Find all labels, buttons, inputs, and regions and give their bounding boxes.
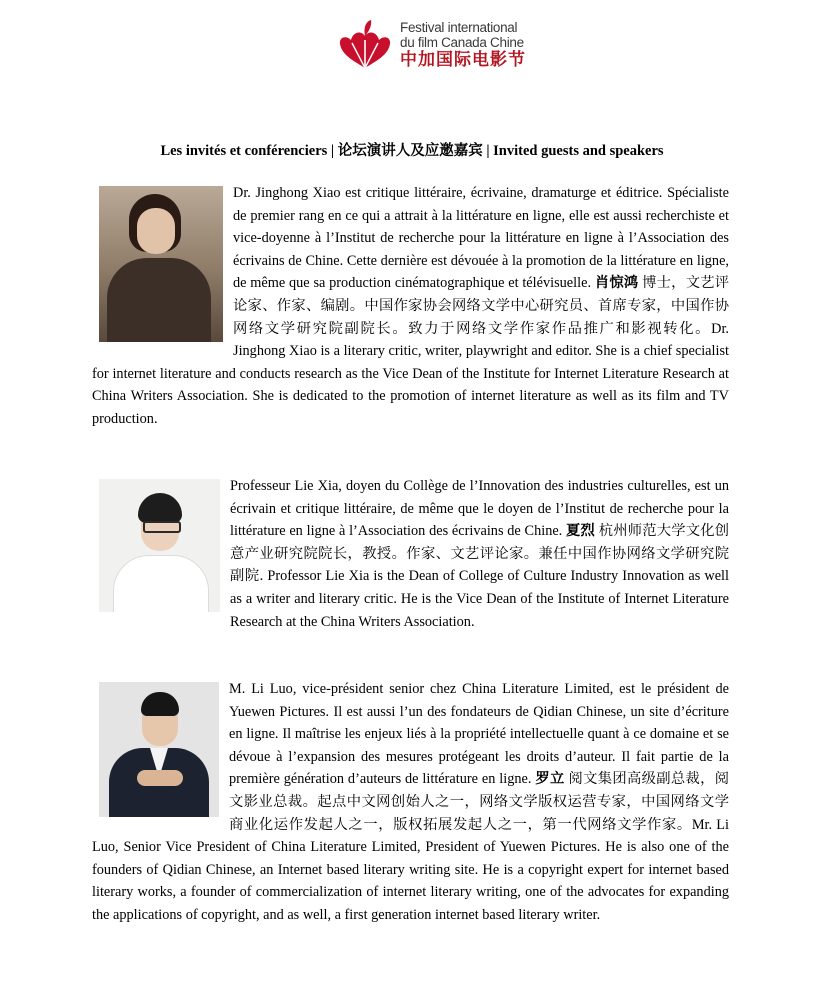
bio-text-rest: 博士，文艺评论家、作家、编剧。中国作家协会网络文学中心研究员、首席专家，中国作协网络文学研究院副院长。致力于网络文学作家作品推广和影视转化。Dr. Jinghong Xiao is a literary critic, writer, playwright and editor. She is a chief specialist for internet literature and conducts research as the Vice Dean of the Institute for Internet Literature Research at China Writers Association. She is dedicated to the promotion of internet literature as well as its film and TV production. — [92, 275, 730, 427]
speaker-photo-li-luo — [99, 682, 219, 817]
bio-text-french: M. Li Luo, vice-président senior chez China Literature Limited, est le président de Yuewen Pictures. Il est aussi l’un des fondateurs de Qidian Chinese, un site d’écriture en ligne. Il maîtrise les enjeux liés à la propriété intellectuelle quant à ce domaine et se dévoue à l’expansion des mesures protégeant les droits d’auteur. Il fait partie de la première génération d’auteurs de littérature en ligne. — [229, 681, 729, 788]
speaker-bio-jinghong-xiao — [92, 182, 729, 431]
festival-logo — [334, 18, 534, 78]
speaker-name-chinese: 罗立 — [535, 771, 565, 788]
speaker-bio-lie-xia — [92, 475, 729, 633]
bio-text-rest: 杭州师范大学文化创意产业研究院院长，教授。作家、文艺评论家。兼任中国作协网络文学研究院副院. Professor Lie Xia is the Dean of College of Culture Industry Innovation as well as a writer and literary critic. He is the Vice Dean of the Institute of Internet Literature Research at the China Writers Association. — [230, 523, 730, 630]
speaker-bio-li-luo — [92, 678, 729, 927]
page-heading: Les invités et conférenciers | 论坛演讲人及应邀嘉宾 | Invited guests and speakers — [160, 143, 664, 159]
speaker-photo-jinghong-xiao — [99, 186, 223, 342]
bio-text-rest: 阅文集团高级副总裁，阅文影业总裁。起点中文网创始人之一，网络文学版权运营专家，中国网络文学商业化运作发起人之一，版权拓展发起人之一，第一代网络文学作家。Mr. Li Luo, Senior Vice President of China Literature Limited, President of Yuewen Pictures. He is also one of the founders of Qidian Chinese, an Internet based literary writing site. He is a copyright expert for internet based literary works, a founder of commercialization of internet literary writing, one of the advocates for expanding the applications of copyright, and as well, a first generation internet based literary writer. — [92, 771, 729, 923]
bio-text-french: Professeur Lie Xia, doyen du Collège de l’Innovation des industries culturelles, est un écrivain et critique littéraire, de même que le doyen de l’Institut de recherche pour la littérature en ligne à l’Association des écrivains de Chine. — [230, 478, 729, 540]
speaker-name-chinese: 肖惊鸿 — [594, 275, 639, 292]
speaker-name-chinese: 夏烈 — [566, 523, 596, 540]
flower-logo-icon — [334, 18, 396, 72]
logo-text-chinese: 中加国际电影节 — [400, 50, 526, 70]
logo-text-line-2: du film Canada Chine — [400, 35, 524, 50]
speaker-photo-lie-xia — [99, 479, 220, 612]
bio-text-french: Dr. Jinghong Xiao est critique littéraire, écrivaine, dramaturge et éditrice. Spécialiste de premier rang en ce qui a attrait à la littérature en ligne, elle est aussi recherchiste et vice-doyenne à l’Institut de recherche pour la littérature en ligne à l’Association des écrivains de Chine. Cette dernière est dévouée à la promotion de la littérature en ligne, de même que sa production cinématographique et télévisuelle. — [233, 185, 729, 292]
logo-text-line-1: Festival international — [400, 20, 518, 35]
